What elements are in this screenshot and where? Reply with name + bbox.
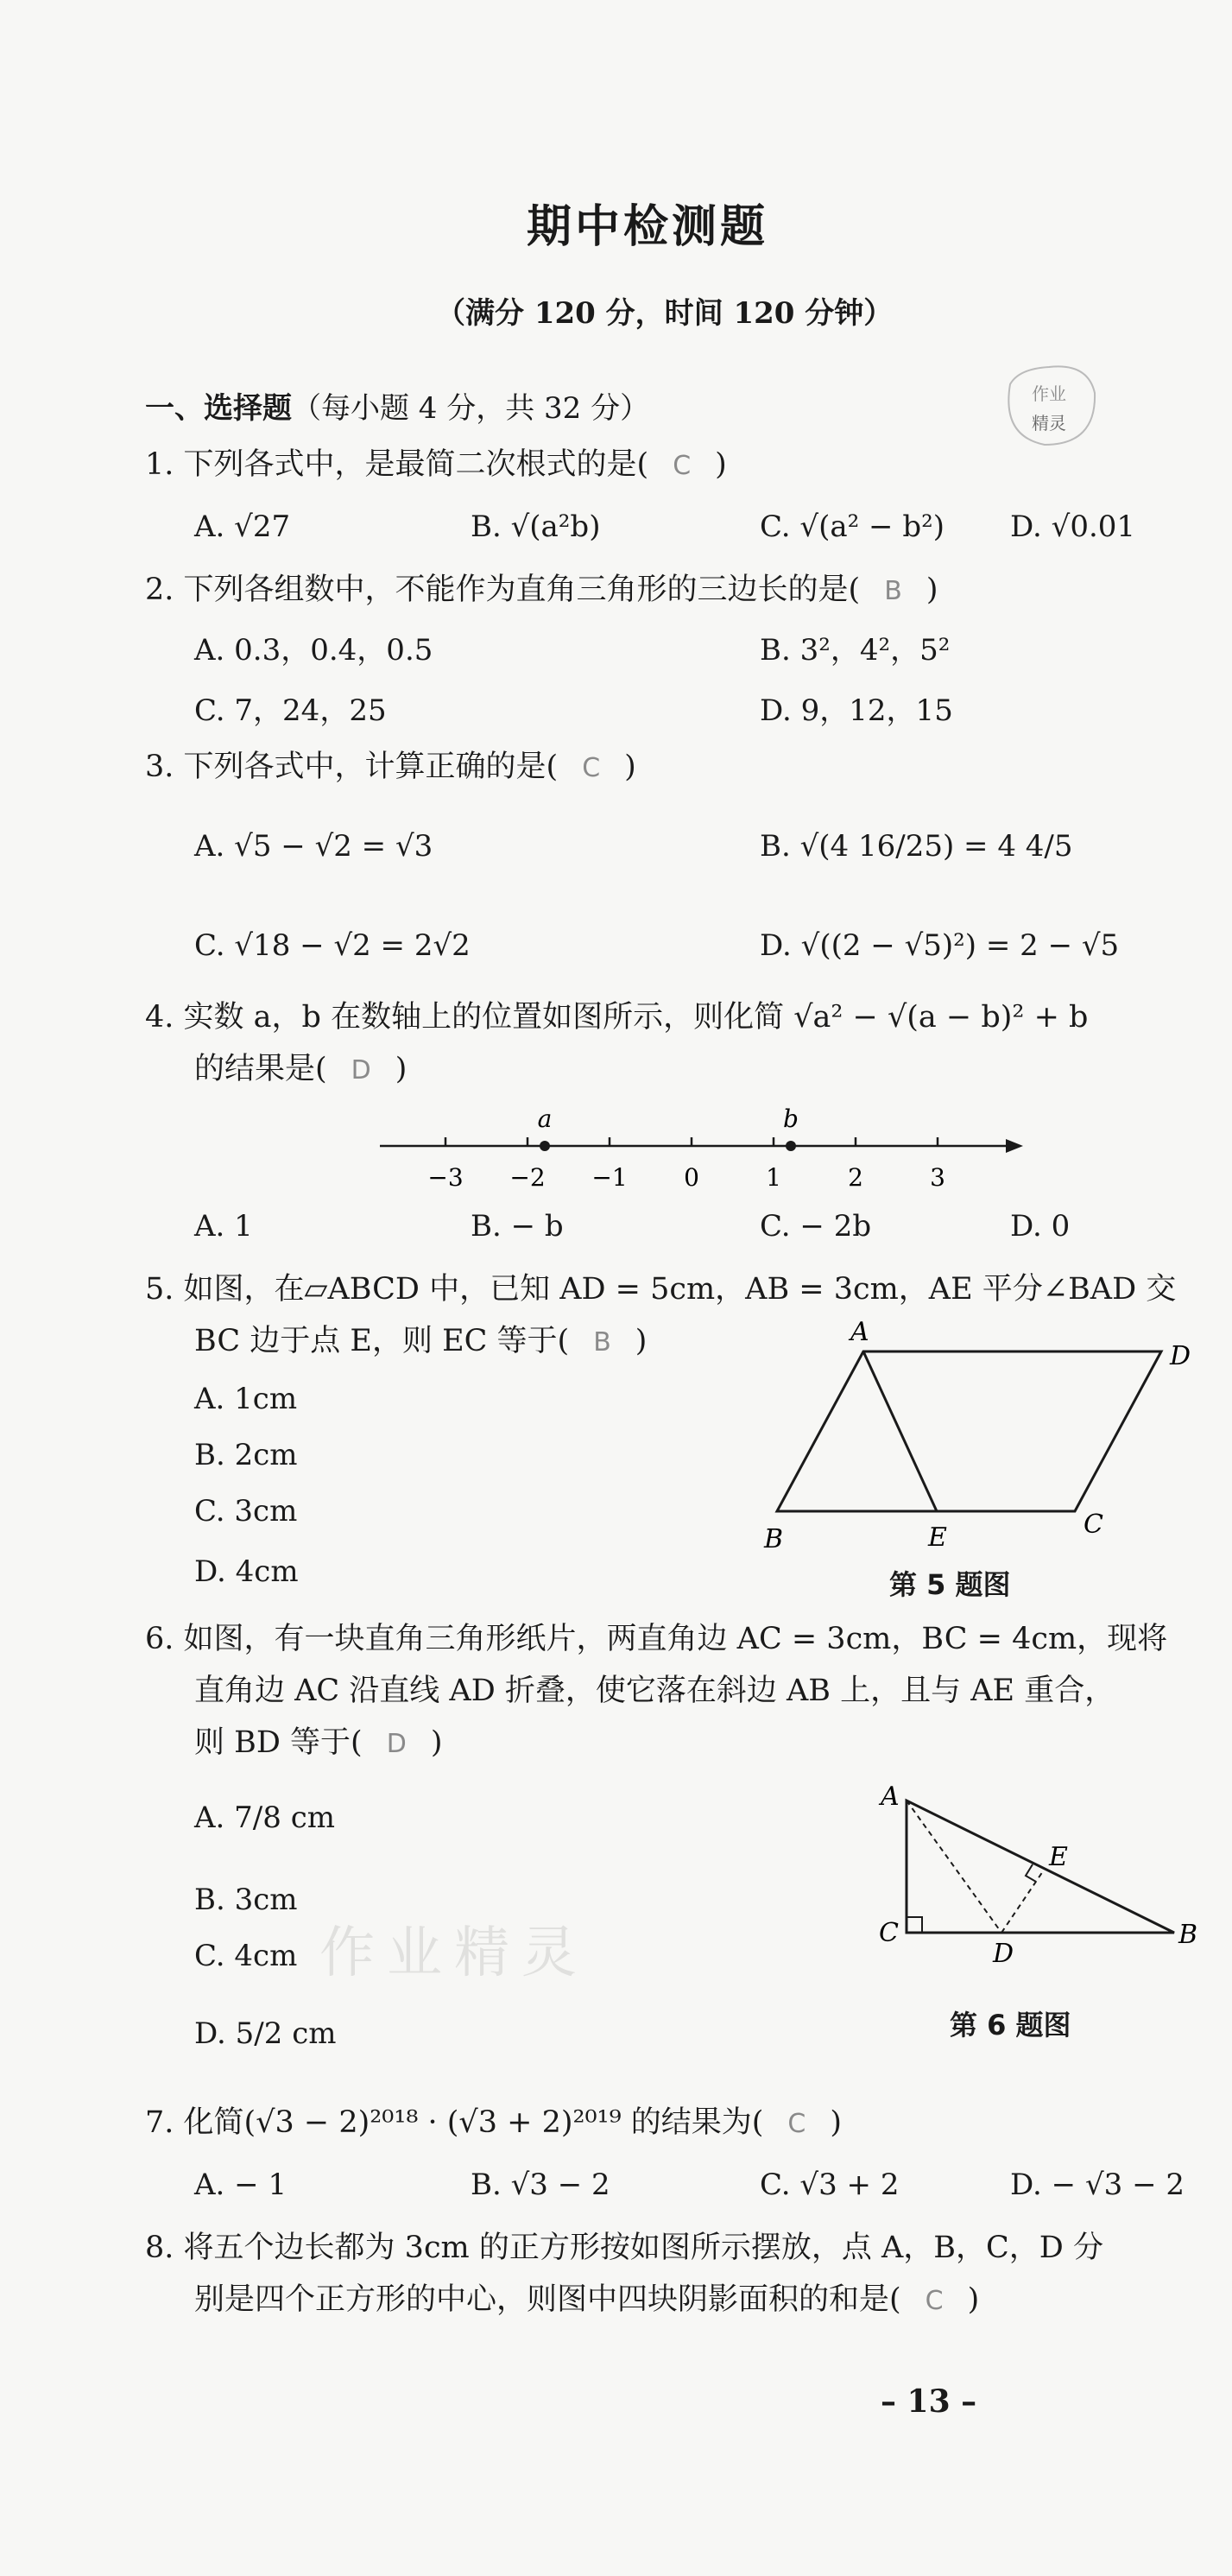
question-number: 8. <box>145 2231 174 2265</box>
point-a-label: a <box>537 1104 553 1133</box>
question-stem: 如图，在▱ABCD 中，已知 AD = 5cm，AB = 3cm，AE 平分∠BAD 交 <box>183 1272 1177 1307</box>
fig6-label-c: C <box>879 1918 899 1948</box>
question-6-line3 <box>194 1714 442 1773</box>
paren-close: ) <box>624 750 636 784</box>
segment-ad <box>907 1801 1001 1933</box>
q4-option-c: C. − 2b <box>760 1209 872 1244</box>
page-subtitle: （满分 120 分，时间 120 分钟） <box>436 296 894 331</box>
page-title: 期中检测题 <box>527 201 769 253</box>
answer-mark: C <box>787 2109 806 2139</box>
fig6-label-e: E <box>1049 1842 1068 1872</box>
point-b-dot <box>786 1141 796 1151</box>
q5-option-c: C. 3cm <box>194 1494 298 1529</box>
q2-option-d: D. 9，12，15 <box>760 693 953 728</box>
watermark-text: 作业精灵 <box>319 1921 589 1985</box>
tick-label: −2 <box>509 1163 546 1192</box>
fig6-label-b: B <box>1178 1920 1198 1950</box>
q3-option-d: D. √((2 − √5)²) = 2 − √5 <box>760 928 1120 963</box>
segment-de <box>1001 1871 1043 1933</box>
tick-label: 2 <box>848 1163 863 1192</box>
q4-option-b: B. − b <box>471 1209 564 1244</box>
parallelogram-abcd <box>777 1351 1161 1511</box>
question-6 <box>145 1611 1167 1668</box>
figure-5-parallelogram <box>751 1313 1209 1554</box>
point-b-label: b <box>783 1104 799 1133</box>
q6-option-c: C. 4cm <box>194 1939 298 1973</box>
q2-option-c: C. 7，24，25 <box>194 693 387 728</box>
question-8 <box>145 2219 1103 2276</box>
q1-option-a: A. √27 <box>194 510 291 544</box>
q6-option-d: D. 5/2 cm <box>194 2016 337 2051</box>
paren-close: ) <box>635 1324 648 1358</box>
question-1 <box>145 436 727 495</box>
q3-option-c: C. √18 − √2 = 2√2 <box>194 928 471 963</box>
question-stem: BC 边于点 E，则 EC 等于( <box>194 1324 570 1358</box>
q5-option-b: B. 2cm <box>194 1438 298 1472</box>
question-number: 1. <box>145 447 174 482</box>
question-number: 4. <box>145 1000 174 1035</box>
question-3 <box>145 738 636 797</box>
answer-mark: C <box>673 451 692 481</box>
figure-5-caption: 第 5 题图 <box>889 1568 1011 1601</box>
question-6-line2: 直角边 AC 沿直线 AD 折叠，使它落在斜边 AB 上，且与 AE 重合， <box>194 1674 1115 1708</box>
fig5-label-b: B <box>764 1524 784 1554</box>
question-stem: 下列各式中，计算正确的是( <box>183 750 559 784</box>
q7-option-d: D. − √3 − 2 <box>1010 2168 1185 2202</box>
tick-label: −1 <box>591 1163 628 1192</box>
question-5-line2 <box>194 1313 647 1371</box>
question-number: 7. <box>145 2105 174 2140</box>
paren-close: ) <box>926 573 938 607</box>
stamp-logo <box>993 358 1105 453</box>
q6-option-b: B. 3cm <box>194 1883 298 1917</box>
q5-option-d: D. 4cm <box>194 1554 299 1589</box>
stamp-text-2: 精灵 <box>1032 413 1066 434</box>
figure-6-triangle <box>863 1779 1226 1969</box>
answer-mark: C <box>925 2286 944 2316</box>
q7-option-a: A. − 1 <box>194 2168 287 2202</box>
section-heading <box>145 384 649 427</box>
question-stem: 实数 a，b 在数轴上的位置如图所示，则化简 √a² − √(a − b)² + b <box>183 1000 1089 1035</box>
right-angle-mark-c <box>907 1917 922 1933</box>
right-angle-mark-e <box>1026 1864 1036 1882</box>
question-5 <box>145 1261 1176 1318</box>
question-4 <box>145 989 1088 1046</box>
q3-option-a: A. √5 − √2 = √3 <box>194 829 433 864</box>
answer-mark: B <box>884 576 902 606</box>
q3-option-b: B. √(4 16/25) = 4 4/5 <box>760 829 1073 864</box>
question-4-line2 <box>194 1041 407 1099</box>
tick-label: 1 <box>766 1163 781 1192</box>
paren-close: ) <box>430 1725 443 1760</box>
fig5-label-d: D <box>1170 1341 1191 1371</box>
page-number: – 13 – <box>881 2383 977 2420</box>
question-stem: 将五个边长都为 3cm 的正方形按如图所示摆放，点 A，B，C，D 分 <box>183 2231 1103 2265</box>
section-note: （每小题 4 分，共 32 分） <box>292 391 650 426</box>
q1-option-b: B. √(a²b) <box>471 510 601 544</box>
paren-close: ) <box>967 2282 980 2317</box>
number-line-figure <box>371 1101 1027 1196</box>
question-stem: 则 BD 等于( <box>194 1725 363 1760</box>
arrow-icon <box>1006 1139 1023 1153</box>
question-number: 3. <box>145 750 174 784</box>
tick-label: −3 <box>427 1163 464 1192</box>
q2-option-b: B. 3²，4²，5² <box>760 633 951 668</box>
point-a-dot <box>540 1141 550 1151</box>
question-number: 5. <box>145 1272 174 1307</box>
q4-option-d: D. 0 <box>1010 1209 1071 1244</box>
answer-mark: D <box>386 1729 407 1759</box>
q4-option-a: A. 1 <box>194 1209 253 1244</box>
stamp-text-1: 作业 <box>1032 383 1066 404</box>
fig5-label-a: A <box>850 1317 869 1347</box>
question-7 <box>145 2094 842 2153</box>
q2-option-a: A. 0.3，0.4，0.5 <box>194 633 433 668</box>
section-title: 一、选择题 <box>145 391 292 426</box>
answer-mark: B <box>593 1327 611 1358</box>
fig6-label-a: A <box>881 1782 900 1812</box>
question-stem: 下列各组数中，不能作为直角三角形的三边长的是( <box>183 573 861 607</box>
tick-label: 3 <box>930 1163 945 1192</box>
q1-option-c: C. √(a² − b²) <box>760 510 945 544</box>
question-stem: 如图，有一块直角三角形纸片，两直角边 AC = 3cm，BC = 4cm，现将 <box>183 1622 1168 1656</box>
paren-close: ) <box>715 447 727 482</box>
fig5-label-e: E <box>928 1522 947 1553</box>
question-stem: 的结果是( <box>194 1052 327 1086</box>
question-number: 6. <box>145 1622 174 1656</box>
question-stem: 别是四个正方形的中心，则图中四块阴影面积的和是( <box>194 2282 901 2317</box>
answer-mark: D <box>351 1055 371 1085</box>
question-stem: 化简(√3 − 2)²⁰¹⁸ · (√3 + 2)²⁰¹⁹ 的结果为( <box>183 2105 764 2140</box>
answer-mark: C <box>582 753 601 783</box>
question-8-line2 <box>194 2271 979 2330</box>
triangle-abc <box>907 1801 1174 1933</box>
q6-option-a: A. 7/8 cm <box>194 1801 335 1835</box>
fig6-label-d: D <box>993 1939 1014 1969</box>
segment-ae <box>863 1351 937 1511</box>
fig5-label-c: C <box>1084 1510 1103 1540</box>
paren-close: ) <box>395 1052 408 1086</box>
figure-6-caption: 第 6 题图 <box>950 2009 1071 2041</box>
q7-option-b: B. √3 − 2 <box>471 2168 610 2202</box>
q5-option-a: A. 1cm <box>194 1382 298 1416</box>
q7-option-c: C. √3 + 2 <box>760 2168 900 2202</box>
question-stem: 下列各式中，是最简二次根式的是( <box>183 447 649 482</box>
question-number: 2. <box>145 573 174 607</box>
paren-close: ) <box>830 2105 843 2140</box>
question-2 <box>145 561 938 620</box>
q1-option-d: D. √0.01 <box>1010 510 1136 544</box>
tick-label: 0 <box>684 1163 699 1192</box>
